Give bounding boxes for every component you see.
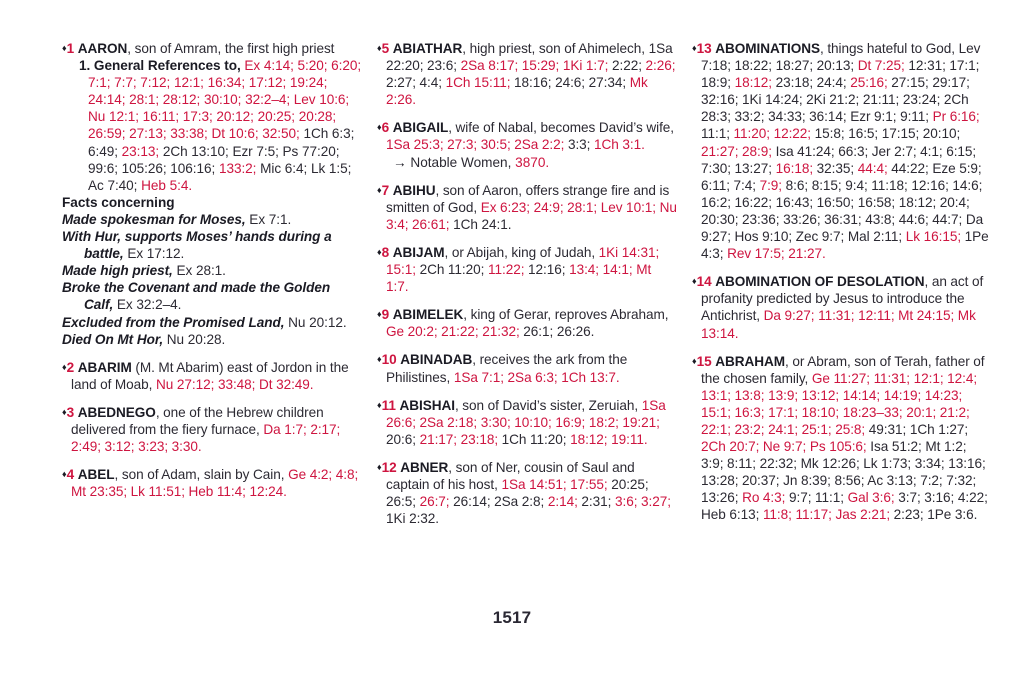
scripture-reference-run: Pr 6:16;: [932, 109, 980, 125]
entry-number: 3: [66, 404, 75, 420]
entry-name: ABEL: [77, 467, 115, 483]
page-number: 1517: [492, 608, 532, 627]
scripture-reference-run: 44:4;: [857, 160, 892, 176]
scripture-reference-run: 2:22;: [611, 58, 646, 74]
scripture-reference-run: 11:8; 11:17; Jas 2:21;: [762, 507, 894, 523]
scripture-reference-run: Ge 11:27; 11:31; 12:1; 12:4; 13:1; 13:8; 13:9; 13:12; 14:14; 14:19; 14:23; 15:1; 16:3; 17:1; 18:10; 18:23–33; 20:1; 21:2; 22:1; 23:2; 24:1; 25:1; 25:8;: [701, 370, 978, 437]
concordance-entry[interactable]: [377, 397, 677, 448]
entry-description: , son of Adam, slain by Cain,: [114, 467, 285, 483]
diamond-bullet-icon: ♦: [62, 361, 67, 372]
entry-name: ABIATHAR: [392, 41, 463, 56]
entry-description: (M. Mt Abarim) east of Jordon in the land of Moab,: [71, 359, 349, 392]
scripture-reference-run: 26:14; 2Sa 2:8;: [453, 494, 548, 510]
entry-description: , wife of Nabal, becomes David’s wife,: [448, 120, 675, 136]
entry-number: 7: [381, 182, 390, 198]
scripture-reference-run: 18:12; 19:11.: [570, 431, 648, 447]
entry-description: , king of Gerar, reproves Abraham,: [463, 307, 669, 323]
concordance-entry[interactable]: [377, 459, 677, 527]
scripture-reference-run: 2:26;: [645, 58, 676, 74]
entry-number: 4: [66, 467, 75, 483]
entry-number: 8: [381, 244, 390, 260]
entry-number: 2: [66, 359, 75, 375]
fact-title: Made spokesman for Moses,: [62, 211, 246, 227]
scripture-reference-run: 1Ch 24:1.: [453, 216, 512, 232]
entry-description: , son of Amram, the first high priest: [127, 41, 335, 56]
scripture-reference-run: Dt 7:25;: [857, 58, 909, 74]
entry-number: 13: [696, 41, 712, 56]
entry-name: ABRAHAM: [715, 353, 786, 369]
scripture-reference-run: 1Sa 14:51; 17:55;: [497, 476, 612, 492]
entry-name: ABIGAIL: [392, 120, 449, 136]
entry-number: 10: [381, 352, 397, 368]
scripture-reference-run: 133:2;: [218, 160, 261, 176]
entry-name: ABNER: [400, 459, 449, 475]
scripture-reference-run: Lk 16:15;: [905, 229, 965, 245]
entry-number: 6: [381, 120, 390, 136]
scripture-reference-run: 1Ch 6:3; 6:49;: [88, 126, 355, 159]
concordance-entry[interactable]: [62, 359, 362, 393]
scripture-reference-run: 15:8; 16:5; 17:15; 20:10;: [814, 126, 961, 142]
scripture-reference-run: 27:15; 29:17; 32:16; 1Ki 14:24; 2Ki 21:2; 21:11; 23:24; 2Ch 28:3; 33:2; 34:33; 36:14; Ezr 9:1; 9:11;: [701, 75, 970, 125]
diamond-bullet-icon: ♦: [377, 309, 382, 320]
scripture-reference-run: Nu 27:12; 33:48; Dt 32:49.: [152, 376, 314, 392]
concordance-entry[interactable]: [692, 353, 992, 524]
scripture-reference-run: Ge 4:2; 4:8; Mt 23:35; Lk 11:51; Heb 11:4; 12:24.: [71, 467, 359, 500]
scripture-reference-run: Ex 4:14; 5:20; 6:20; 7:1; 7:7; 7:12; 12:1; 16:34; 17:12; 19:24; 24:14; 28:1; 28:12; 30:10; 32:2–4; Lev 10:6; Nu 12:1; 16:11; 17:3; 20:12; 20:25; 20:28; 26:59; 27:13; 33:38; Dt 10:6; 32:50;: [88, 58, 362, 142]
entry-number: 14: [696, 274, 712, 290]
scripture-reference-run: 3:6; 3:27;: [614, 494, 671, 510]
entry-number: 9: [381, 307, 390, 323]
scripture-reference-run: 11:22;: [487, 262, 529, 278]
scripture-reference-run: 1Ch 3:1.: [594, 137, 645, 153]
entry-name: ABISHAI: [399, 397, 455, 413]
concordance-entry[interactable]: [377, 351, 677, 385]
scripture-reference-run: 2Sa 8:17; 15:29; 1Ki 1:7;: [460, 58, 612, 74]
entry-name: ABIHU: [392, 182, 436, 198]
entry-number: 15: [696, 353, 712, 369]
diamond-bullet-icon: ♦: [377, 184, 382, 195]
fact-item[interactable]: [62, 262, 362, 279]
entry-description: , an act of profanity predicted by Jesus to introduce the Antichrist,: [701, 274, 984, 324]
scripture-reference-run: 8:6; 8:15; 9:4; 11:18; 12:16; 14:6; 16:2; 16:22; 16:43; 16:50; 16:58; 18:12; 20:4; 20:30; 23:36; 33:26; 36:31; 43:8; 44:6; 44:7; Da 9:27; Hos 9:10; Zec 9:7; Mal 2:11;: [701, 177, 984, 245]
scripture-reference-run: 2Ch 11:20;: [419, 262, 488, 278]
scripture-reference-run: Isa 41:24; 66:3; Jer 2:7; 4:1; 6:15; 7:30; 13:27;: [701, 143, 977, 176]
scripture-reference-run: 13:4; 14:1; Mt 1:7.: [386, 262, 652, 295]
scripture-reference-run: Ex 28:1.: [172, 263, 226, 279]
concordance-entry[interactable]: [377, 182, 677, 233]
scripture-reference-run: Ge 20:2; 21:22; 21:32;: [386, 324, 524, 340]
scripture-reference-run: 11:20; 12:22;: [733, 126, 815, 142]
scripture-reference-run: 21:17; 23:18;: [419, 431, 502, 447]
scripture-reference-run: Da 9:27; 11:31; 12:11; Mt 24:15; Mk 13:14.: [701, 308, 976, 341]
scripture-reference-run: 11:1;: [701, 126, 734, 142]
scripture-reference-run: 3:3;: [567, 137, 595, 153]
entry-description: , son of David’s sister, Zeruiah,: [454, 397, 639, 413]
fact-item[interactable]: [62, 228, 362, 262]
concordance-entry[interactable]: [692, 273, 992, 341]
concordance-entry[interactable]: [377, 40, 677, 108]
concordance-entry[interactable]: [377, 306, 677, 340]
concordance-entry[interactable]: [692, 40, 992, 262]
scripture-reference-run: 1Sa 26:6; 2Sa 2:18; 3:30; 10:10; 16:9; 18:2; 19:21;: [386, 397, 666, 430]
scripture-reference-run: 18:12;: [734, 75, 776, 91]
scripture-reference-run: 3:7; 3:16; 4:22; Heb 6:13;: [701, 490, 988, 523]
concordance-entry[interactable]: [62, 466, 362, 500]
scripture-reference-run: Da 1:7; 2:17; 2:49; 3:12; 3:23; 3:30.: [71, 421, 341, 455]
facts-heading: Facts concerning: [62, 194, 175, 210]
diamond-bullet-icon: ♦: [377, 246, 382, 257]
scripture-reference-run: 2:31;: [581, 494, 615, 510]
scripture-reference-run: 25:16;: [850, 75, 892, 91]
fact-title: Broke the Covenant and made the Golden Calf,: [62, 280, 331, 313]
scripture-reference-run: 12:16;: [528, 262, 570, 278]
scripture-reference-run: Mk 2:26.: [386, 75, 648, 108]
scripture-reference-run: Isa 51:2; Mt 1:2; 3:9; 8:11; 22:32; Mk 12:26; Lk 1:73; 3:34; 13:16; 13:28; 20:37; Jn 8:39; 8:56; Ac 3:13; 7:2; 7:32; 13:26;: [701, 439, 986, 506]
concordance-entry[interactable]: [377, 244, 677, 295]
scripture-reference-run: Heb 5:4.: [141, 177, 193, 193]
entry-name: ABOMINATION OF DESOLATION: [715, 274, 925, 290]
scripture-reference-run: 12:31; 17:1; 18:9;: [701, 58, 980, 91]
entry-description: , high priest, son of Ahimelech,: [462, 41, 645, 56]
entry-name: ABARIM: [77, 359, 132, 375]
fact-title: Excluded from the Promised Land,: [62, 314, 285, 330]
entry-description: , things hateful to God,: [820, 41, 955, 56]
column-container: [62, 40, 989, 592]
cross-reference-label: Notable Women,: [410, 154, 512, 170]
scripture-reference-run: Rev 17:5; 21:27.: [727, 246, 826, 262]
scripture-reference-run: 18:16; 24:6; 27:34;: [514, 75, 630, 91]
fact-title: Made high priest,: [62, 263, 173, 279]
entry-number: 1: [66, 41, 75, 56]
concordance-entry[interactable]: [62, 404, 362, 455]
scripture-reference-run: 2:27; 4:4;: [386, 75, 446, 91]
scripture-reference-run: 1Sa 22:20; 23:6;: [386, 41, 673, 74]
fact-item[interactable]: [62, 331, 362, 348]
text-column: [62, 40, 362, 511]
scripture-reference-run: Lev 7:18; 18:22; 18:27; 20:13;: [701, 41, 981, 74]
entry-description: , one of the Hebrew children delivered from the fiery furnace,: [71, 404, 324, 437]
cross-reference[interactable]: [377, 154, 677, 171]
diamond-bullet-icon: ♦: [62, 43, 67, 53]
entry-name: ABOMINATIONS: [715, 41, 820, 56]
entry-number: 12: [381, 459, 397, 475]
scripture-reference-run: Ex 17:12.: [123, 246, 185, 262]
scripture-reference-run: 1Pe 4:3;: [701, 229, 989, 262]
scripture-reference-run: Mic 6:4; Lk 1:5; Ac 7:40;: [88, 160, 352, 193]
diamond-bullet-icon: ♦: [377, 354, 382, 365]
scripture-reference-run: 9:7; 11:1;: [789, 490, 848, 506]
diamond-bullet-icon: ♦: [62, 406, 67, 417]
scripture-reference-run: 2:23; 1Pe 3:6.: [893, 507, 978, 523]
scripture-reference-run: 20:25; 26:5;: [386, 476, 649, 510]
entry-number: 5: [381, 41, 390, 56]
entry-number: 11: [381, 397, 396, 413]
text-column: [377, 40, 677, 538]
scripture-reference-run: Ex 6:23; 24:9; 28:1; Lev 10:1; Nu 3:4; 26:61;: [386, 199, 677, 232]
scripture-reference-run: 23:13;: [121, 143, 163, 159]
concordance-entry[interactable]: [377, 119, 677, 153]
entry-description: , or Abijah, king of Judah,: [444, 244, 596, 260]
scripture-reference-run: Ro 4:3;: [742, 490, 789, 506]
entry-description: , son of Aaron, offers strange fire and is smitten of God,: [386, 182, 670, 215]
scripture-reference-run: 49:31; 1Ch 1:27;: [868, 421, 969, 437]
diamond-bullet-icon: ♦: [377, 43, 382, 53]
entry-name: ABIJAM: [392, 244, 445, 260]
fact-item[interactable]: [62, 279, 362, 313]
concordance-entry[interactable]: [62, 40, 362, 57]
diamond-bullet-icon: ♦: [377, 461, 382, 472]
scripture-reference-run: 26:1; 26:26.: [523, 324, 595, 340]
scripture-reference-run: 44:22; Eze 5:9; 6:11; 7:4;: [701, 160, 982, 193]
scripture-reference-run: Gal 3:6;: [847, 490, 899, 506]
scripture-reference-run: Nu 20:12.: [284, 314, 347, 330]
fact-item[interactable]: [62, 211, 362, 228]
arrow-right-icon: →: [393, 154, 411, 170]
scripture-reference-run: 7:9;: [759, 177, 786, 193]
scripture-reference-run: 1Ch 11:20;: [501, 431, 571, 447]
entry-name: ABINADAB: [400, 352, 473, 368]
entry-description: , or Abram, son of Terah, father of the chosen family,: [701, 353, 985, 386]
scripture-reference-run: 1Ch 15:11;: [445, 75, 515, 91]
cross-reference-number-run: 3870.: [511, 154, 550, 170]
entry-name: ABIMELEK: [392, 307, 464, 323]
diamond-bullet-icon: ♦: [692, 43, 697, 53]
scripture-reference-run: 26:7;: [419, 494, 454, 510]
entry-description: , receives the ark from the Philistines,: [386, 352, 628, 385]
scripture-reference-run: 2:14;: [547, 494, 582, 510]
diamond-bullet-icon: ♦: [62, 469, 67, 480]
entry-name: AARON: [77, 41, 128, 56]
fact-item[interactable]: [62, 314, 362, 331]
scripture-reference-run: Nu 20:28.: [163, 331, 226, 347]
diamond-bullet-icon: ♦: [692, 276, 697, 287]
scripture-reference-run: 16:18;: [775, 160, 817, 176]
scripture-reference-run: 23:18; 24:4;: [775, 75, 851, 91]
diamond-bullet-icon: ♦: [377, 122, 382, 133]
scripture-reference-run: 2Ch 20:7; Ne 9:7; Ps 105:6;: [701, 439, 871, 455]
diamond-bullet-icon: ♦: [377, 399, 382, 410]
scripture-reference-run: 1Sa 25:3; 27:3; 30:5; 2Sa 2:2;: [386, 137, 568, 153]
scripture-reference-run: 32:35;: [816, 160, 858, 176]
scripture-reference-run: 1Ki 2:32.: [386, 511, 440, 527]
subentry-label: 1. General References to,: [79, 58, 241, 74]
diamond-bullet-icon: ♦: [692, 355, 697, 366]
entry-subentry[interactable]: [62, 57, 362, 194]
fact-title: With Hur, supports Moses’ hands during a battle,: [62, 229, 332, 262]
scripture-reference-run: 1Ki 14:31; 15:1;: [386, 244, 660, 278]
scripture-reference-run: 21:27; 28:9;: [701, 143, 776, 159]
text-column: [692, 40, 992, 535]
scripture-reference-run: Ex 7:1.: [245, 211, 292, 227]
entry-name: ABEDNEGO: [77, 404, 156, 420]
scripture-reference-run: 1Sa 7:1; 2Sa 6:3; 1Ch 13:7.: [450, 369, 620, 385]
entry-description: , son of Ner, cousin of Saul and captain of his host,: [386, 459, 635, 492]
scripture-reference-run: Ex 32:2–4.: [113, 297, 182, 313]
fact-title: Died On Mt Hor,: [62, 331, 164, 347]
scripture-reference-run: 2Ch 13:10; Ezr 7:5; Ps 77:20; 99:6; 105:26; 106:16;: [88, 143, 340, 176]
scripture-reference-run: 20:6;: [386, 431, 420, 447]
